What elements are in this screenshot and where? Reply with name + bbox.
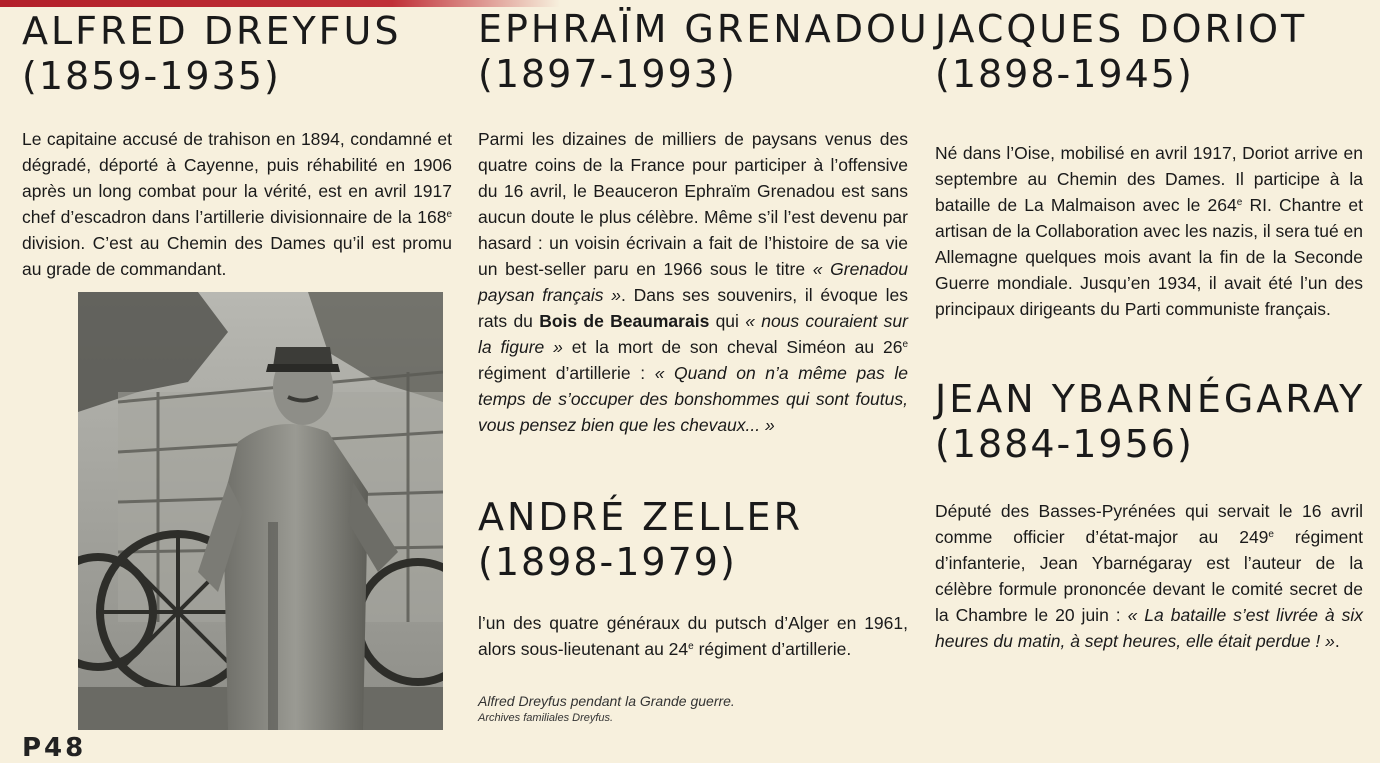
header-red-bar [0, 0, 560, 7]
grenadou-dates: (1897-1993) [478, 52, 737, 96]
dreyfus-name: ALFRED DREYFUS [22, 9, 402, 53]
dreyfus-dates: (1859-1935) [22, 54, 281, 98]
doriot-dates: (1898-1945) [935, 52, 1194, 96]
dreyfus-section [22, 8, 452, 282]
zeller-section [478, 494, 908, 662]
grenadou-section [478, 6, 930, 438]
ybarnegaray-dates: (1884-1956) [935, 422, 1194, 466]
zeller-dates: (1898-1979) [478, 540, 737, 584]
dreyfus-photo-image [78, 292, 443, 730]
zeller-bio: l’un des quatre généraux du putsch d’Alger en 1961, alors sous-lieutenant au 24e régiment d’artillerie. [478, 613, 908, 659]
zeller-name: ANDRÉ ZELLER [478, 495, 803, 539]
doriot-section [935, 6, 1363, 322]
doriot-bio: Né dans l’Oise, mobilisé en avril 1917, Doriot arrive en septembre au Chemin des Dames. Il participe à la bataille de La Malmaison avec le 264e RI. Chantre et artisan de la Collaboration avec les nazis, il sera tué en Allemagne quelques mois avant la fin de la Seconde Guerre mondiale. Jusqu’en 1934, il avait été l’un des principaux dirigeants du Parti communiste français. [935, 143, 1364, 319]
page-number: P48 [22, 733, 87, 763]
dreyfus-photo [78, 292, 443, 730]
grenadou-name: EPHRAÏM GRENADOU [478, 7, 930, 51]
ybarnegaray-section [935, 376, 1366, 654]
ybarnegaray-bio: Député des Basses-Pyrénées qui servait le 16 avril comme officier d’état-major au 249e régiment d’infanterie, Jean Ybarnégaray est l’auteur de la célèbre formule prononcée devant le comité secret de la Chambre le 20 juin : « La bataille s’est livrée à six heures du matin, à sept heures, elle était perdue ! ». [935, 501, 1363, 651]
doriot-name: JACQUES DORIOT [935, 7, 1308, 51]
photo-caption: Alfred Dreyfus pendant la Grande guerre. [478, 693, 735, 709]
photo-credit: Archives familiales Dreyfus. [478, 712, 614, 724]
ybarnegaray-name: JEAN YBARNÉGARAY [935, 377, 1366, 421]
dreyfus-bio: Le capitaine accusé de trahison en 1894, condamné et dégradé, déporté à Cayenne, puis réhabilité en 1906 après un long combat pour la vérité, est en avril 1917 chef d’escadron dans l’artillerie divisionnaire de la 168e division. C’est au Chemin des Dames qu’il est promu au grade de commandant. [22, 129, 452, 279]
grenadou-bio: Parmi les dizaines de milliers de paysans venus des quatre coins de la France pour participer à l’offensive du 16 avril, le Beauceron Ephraïm Grenadou est sans aucun doute le plus célèbre. Même s’il l’est devenu par hasard : un voisin écrivain a fait de l’histoire de sa vie un best-seller paru en 1966 sous le titre « Grenadou paysan français ». Dans ses souvenirs, il évoque les rats du Bois de Beaumarais qui « nous couraient sur la figure » et la mort de son cheval Siméon au 26e régiment d’artillerie : « Quand on n’a même pas le temps de s’occuper des bonshommes qui sont foutus, vous pensez bien que les chevaux... » [478, 129, 909, 435]
